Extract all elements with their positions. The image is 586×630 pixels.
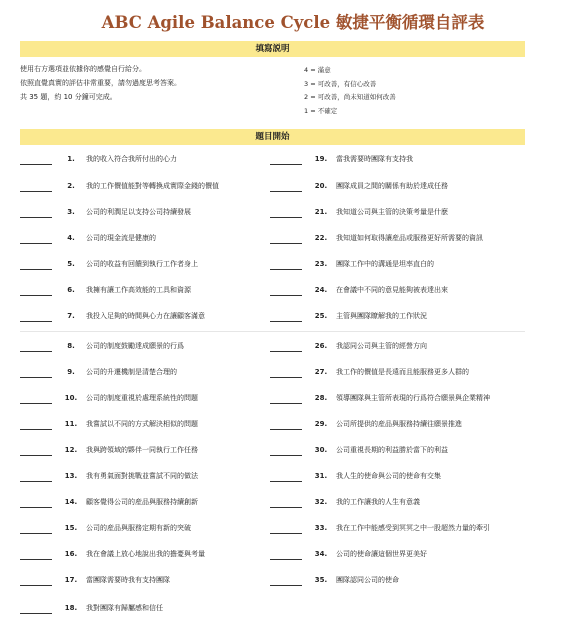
question-text: 我對團隊有歸屬感和信任	[86, 604, 163, 612]
answer-blank[interactable]	[270, 269, 302, 270]
question-text: 在會議中不同的意見能夠被表達出來	[336, 286, 448, 294]
question-text: 我在會議上放心地說出我的擔憂與考量	[86, 550, 205, 558]
question-text: 公司的升遷機制是清楚合理的	[86, 368, 177, 376]
question-number: 14.	[64, 498, 78, 506]
answer-blank[interactable]	[270, 321, 302, 322]
instruction-line: 使用右方選項並依據你的感覺自行給分。	[20, 65, 146, 73]
question-number: 13.	[64, 472, 78, 480]
answer-blank[interactable]	[20, 429, 52, 430]
scale-item: 2 = 可改善，尚未知道如何改善	[304, 93, 396, 101]
answer-blank[interactable]	[270, 585, 302, 586]
answer-blank[interactable]	[20, 243, 52, 244]
question-number: 20.	[314, 182, 328, 190]
question-number: 21.	[314, 208, 328, 216]
answer-blank[interactable]	[20, 269, 52, 270]
answer-blank[interactable]	[270, 403, 302, 404]
answer-blank[interactable]	[20, 377, 52, 378]
question-text: 我在工作中能感受到冥冥之中一股超然力量的牽引	[336, 524, 490, 532]
question-text: 我的收入符合我所付出的心力	[86, 155, 177, 163]
instructions-header: 填寫説明	[20, 41, 525, 57]
instruction-line: 依照直覺真實的評估非常重要，請勿過度思考答案。	[20, 79, 181, 87]
answer-blank[interactable]	[270, 243, 302, 244]
question-text: 公司的制度重視於處理系統性的問題	[86, 394, 198, 402]
question-text: 公司重視長期的利益勝於當下的利益	[336, 446, 448, 454]
question-text: 我有勇氣面對挑戰並嘗試不同的做法	[86, 472, 198, 480]
section-divider	[20, 331, 525, 332]
question-text: 公司的使命讓這個世界更美好	[336, 550, 427, 558]
question-number: 22.	[314, 234, 328, 242]
question-number: 12.	[64, 446, 78, 454]
question-number: 18.	[64, 604, 78, 612]
question-number: 33.	[314, 524, 328, 532]
question-text: 公司的利潤足以支持公司持續發展	[86, 208, 191, 216]
question-number: 34.	[314, 550, 328, 558]
question-text: 公司的現金流是健康的	[86, 234, 156, 242]
question-text: 我知道如何取得讓産品或服務更好所需要的資訊	[336, 234, 483, 242]
answer-blank[interactable]	[270, 351, 302, 352]
answer-blank[interactable]	[20, 295, 52, 296]
question-number: 2.	[67, 182, 75, 190]
question-number: 4.	[67, 234, 75, 242]
answer-blank[interactable]	[270, 559, 302, 560]
question-number: 7.	[67, 312, 75, 320]
question-text: 公司的收益有回饋到執行工作者身上	[86, 260, 198, 268]
page-title: ABC Agile Balance Cycle 敏捷平衡循環自評表	[101, 13, 485, 32]
question-number: 32.	[314, 498, 328, 506]
question-text: 我的工作價值能對等轉換成實際金錢的價值	[86, 182, 219, 190]
question-number: 16.	[64, 550, 78, 558]
question-number: 35.	[314, 576, 328, 584]
question-text: 團隊成員之間的關係有助於達成任務	[336, 182, 448, 190]
question-number: 31.	[314, 472, 328, 480]
question-number: 1.	[67, 155, 75, 163]
question-text: 當我需要時團隊有支持我	[336, 155, 413, 163]
answer-blank[interactable]	[20, 481, 52, 482]
question-number: 9.	[67, 368, 75, 376]
answer-blank[interactable]	[20, 455, 52, 456]
question-number: 27.	[314, 368, 328, 376]
question-text: 我投入足夠的時間與心力在讓顧客滿意	[86, 312, 205, 320]
answer-blank[interactable]	[270, 164, 302, 165]
answer-blank[interactable]	[20, 164, 52, 165]
question-number: 6.	[67, 286, 75, 294]
question-text: 領導團隊與主管所表現的行爲符合願景與企業精神	[336, 394, 490, 402]
question-number: 8.	[67, 342, 75, 350]
question-text: 顧客覺得公司的産品與服務持續創新	[86, 498, 198, 506]
question-number: 25.	[314, 312, 328, 320]
answer-blank[interactable]	[270, 455, 302, 456]
questions-header: 題目開始	[20, 129, 525, 145]
instruction-line: 共 35 題，約 10 分鐘可完成。	[20, 93, 117, 101]
question-text: 公司的制度鼓勵達成願景的行爲	[86, 342, 184, 350]
answer-blank[interactable]	[20, 507, 52, 508]
question-text: 公司的産品與服務定期有新的突破	[86, 524, 191, 532]
answer-blank[interactable]	[270, 481, 302, 482]
scale-item: 4 = 滿意	[304, 66, 331, 74]
scale-item: 3 = 可改善，有信心改善	[304, 79, 377, 88]
question-text: 我人生的使命與公司的使命有交集	[336, 472, 441, 480]
answer-blank[interactable]	[20, 321, 52, 322]
answer-blank[interactable]	[20, 403, 52, 404]
question-number: 11.	[64, 420, 78, 428]
answer-blank[interactable]	[270, 507, 302, 508]
answer-blank[interactable]	[20, 217, 52, 218]
question-number: 24.	[314, 286, 328, 294]
answer-blank[interactable]	[20, 533, 52, 534]
question-text: 團隊工作中的溝通是坦率直白的	[336, 260, 434, 268]
answer-blank[interactable]	[20, 191, 52, 192]
question-number: 30.	[314, 446, 328, 454]
question-text: 我工作的價值是長遠而且能服務更多人群的	[336, 368, 469, 376]
answer-blank[interactable]	[20, 351, 52, 352]
answer-blank[interactable]	[20, 585, 52, 586]
answer-blank[interactable]	[270, 217, 302, 218]
question-number: 29.	[314, 420, 328, 428]
question-number: 23.	[314, 260, 328, 268]
question-text: 主管與團隊瞭解我的工作狀況	[336, 312, 427, 320]
question-text: 我認同公司與主管的經營方向	[336, 342, 427, 350]
question-number: 26.	[314, 342, 328, 350]
question-text: 團隊認同公司的使命	[336, 576, 399, 584]
question-text: 我的工作讓我的人生有意義	[336, 498, 420, 506]
answer-blank[interactable]	[270, 429, 302, 430]
question-number: 17.	[64, 576, 78, 584]
question-number: 15.	[64, 524, 78, 532]
question-number: 19.	[314, 155, 328, 163]
answer-blank[interactable]	[270, 295, 302, 296]
question-text: 我知道公司與主管的決策考量是什麽	[336, 208, 448, 216]
answer-blank[interactable]	[270, 377, 302, 378]
rating-scale	[304, 64, 396, 118]
answer-blank[interactable]	[20, 613, 52, 614]
question-number: 28.	[314, 394, 328, 402]
answer-blank[interactable]	[270, 533, 302, 534]
answer-blank[interactable]	[20, 559, 52, 560]
question-number: 3.	[67, 208, 75, 216]
question-number: 5.	[67, 260, 75, 268]
answer-blank[interactable]	[270, 191, 302, 192]
scale-item: 1 = 不確定	[304, 106, 338, 115]
question-text: 我擁有讓工作高效能的工具和資源	[86, 286, 191, 294]
question-number: 10.	[64, 394, 78, 402]
question-text: 我嘗試以不同的方式解決相似的問題	[86, 420, 198, 428]
question-text: 當團隊需要時我有支持團隊	[86, 576, 170, 584]
instructions-text	[20, 62, 181, 104]
question-text: 公司所提供的産品與服務持續往願景推進	[336, 420, 462, 428]
question-text: 我與跨領域的夥伴一同執行工作任務	[86, 446, 198, 454]
